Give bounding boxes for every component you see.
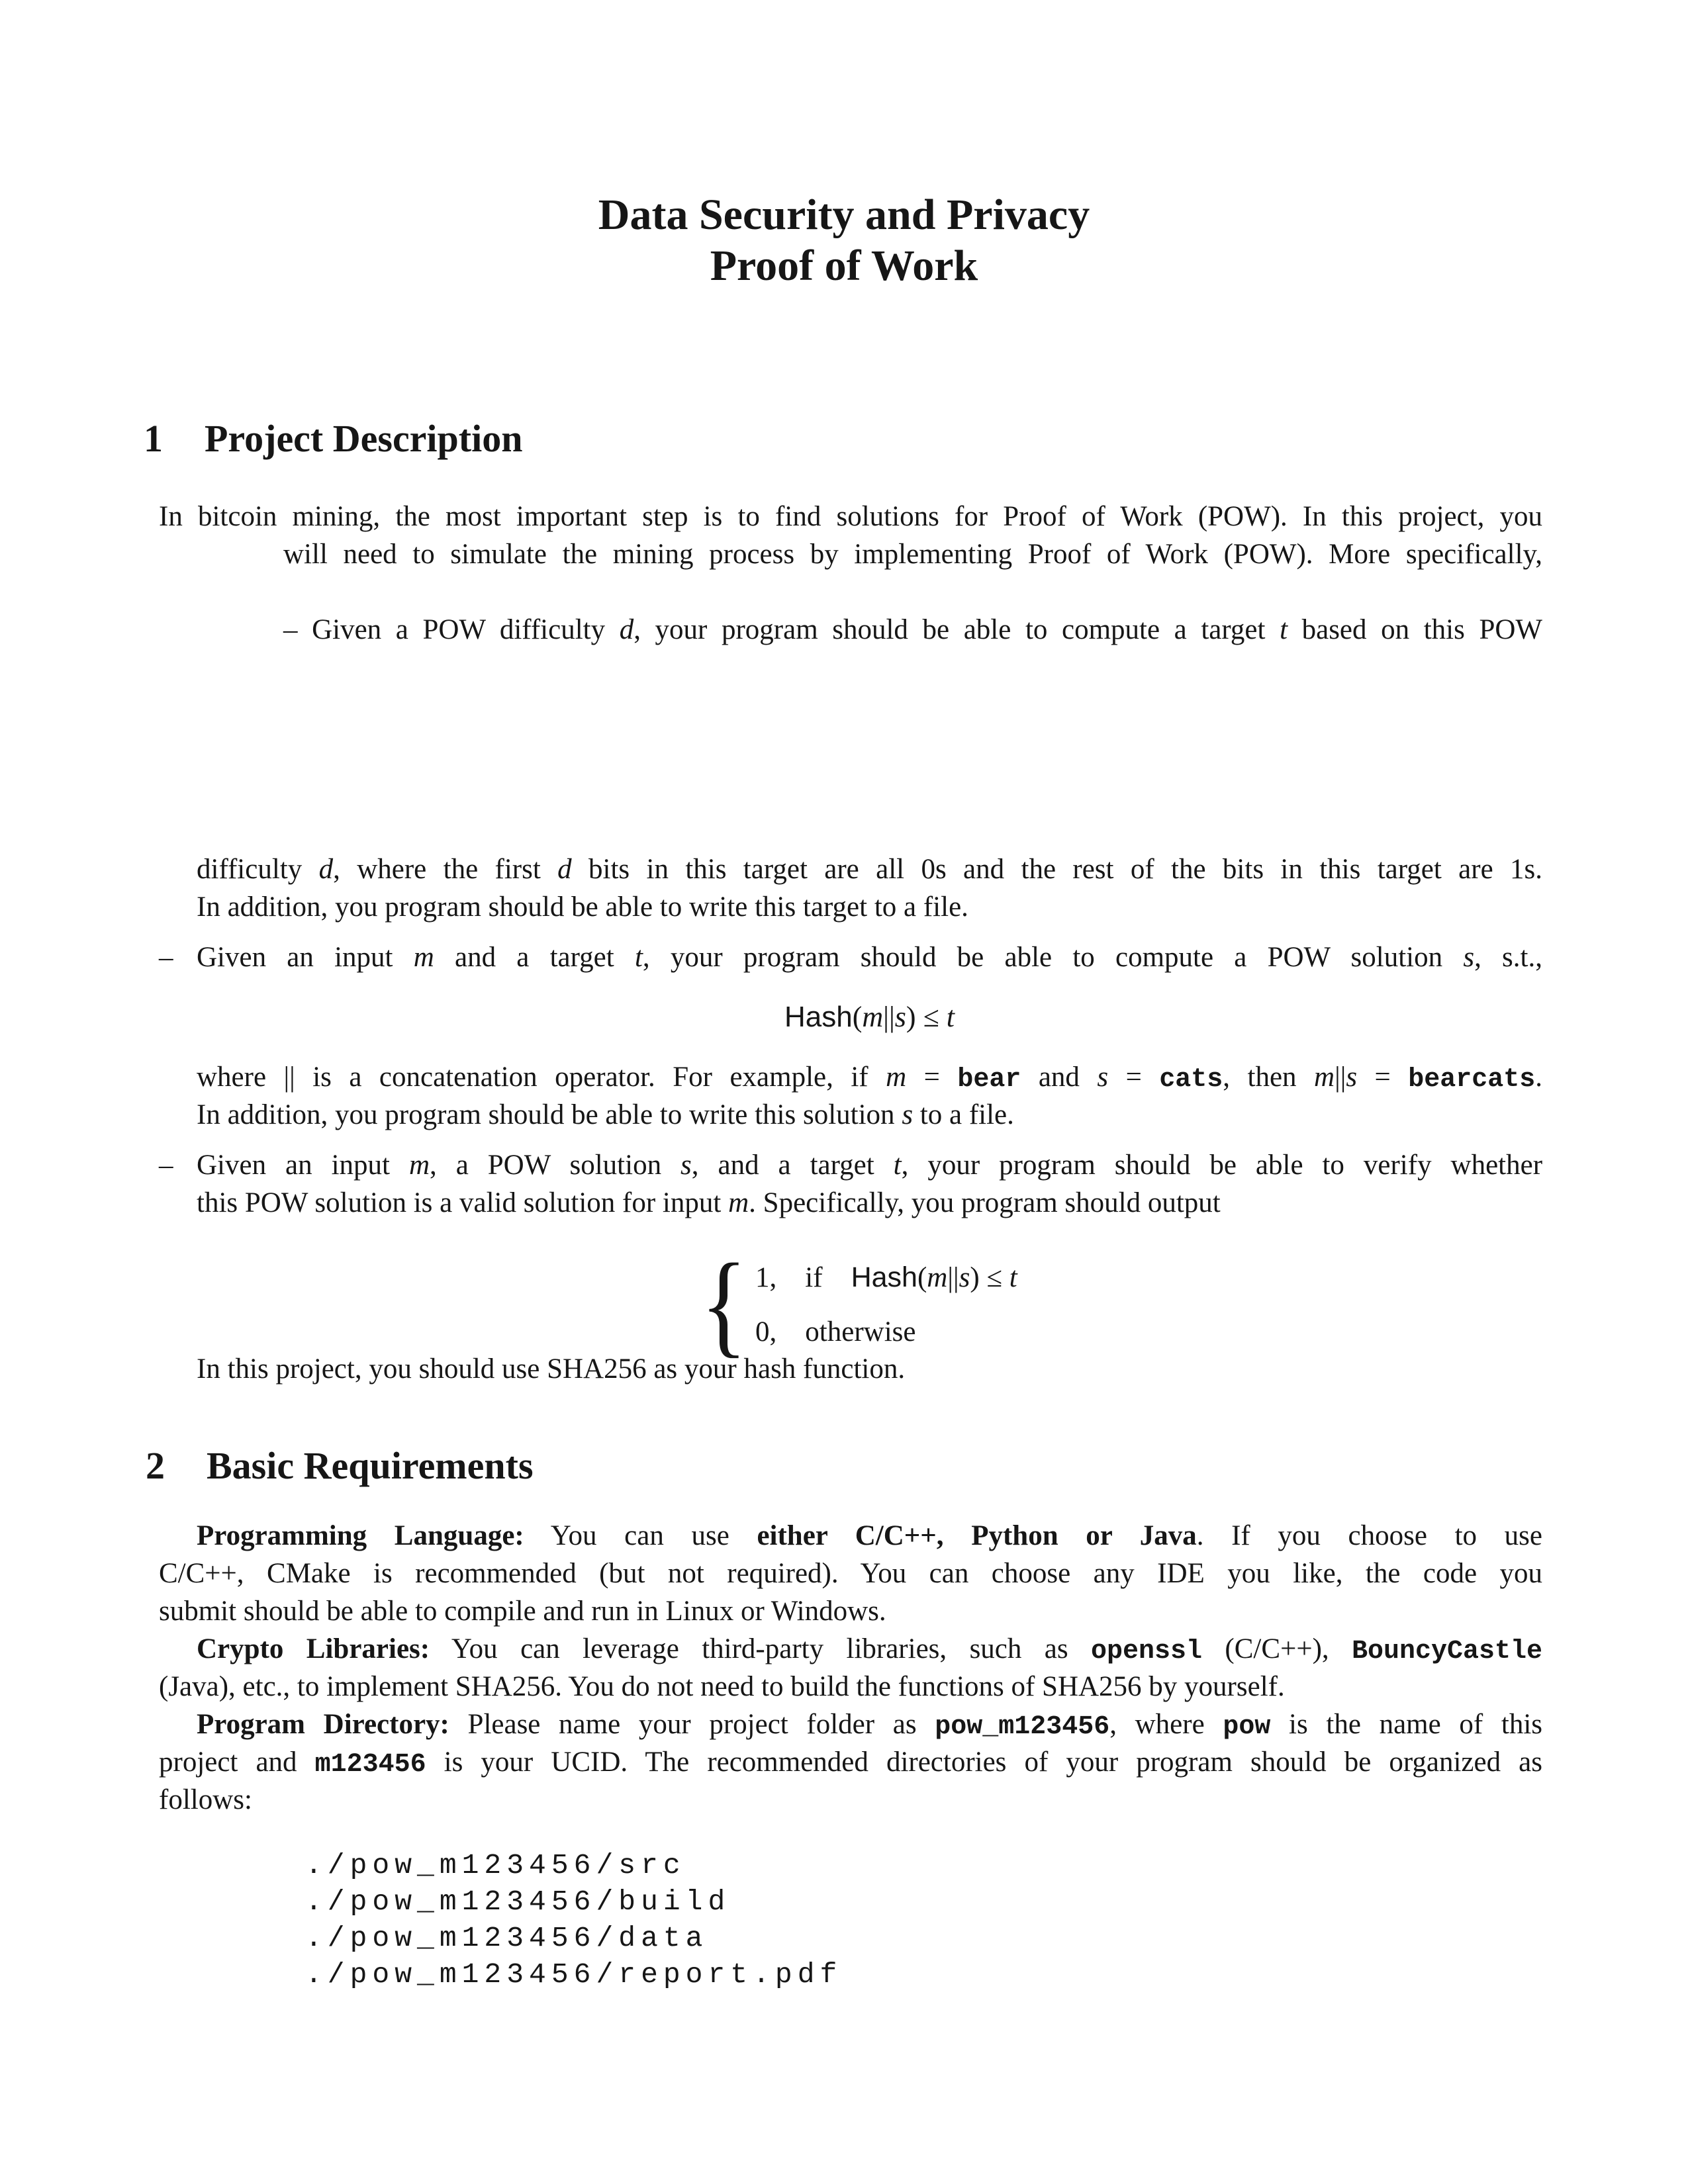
- list-item-dash: –: [159, 942, 173, 973]
- list-item-line: Given an input m, a POW solution s, and a target t, your program should be able to verify whether: [197, 1150, 1543, 1181]
- cases-row-1: 1, if Hash(m||s) ≤ t: [755, 1261, 1017, 1293]
- listing-line-report: ./pow_m123456/report.pdf: [305, 1958, 843, 1991]
- list-item-line: In addition, you program should be able to write this solution s to a file.: [197, 1099, 1014, 1130]
- doc-title-line-1: Data Security and Privacy: [598, 191, 1090, 239]
- paragraph-line: C/C++, CMake is recommended (but not required). You can choose any IDE you like, the code you: [159, 1558, 1542, 1589]
- section-1-title: Project Description: [205, 417, 523, 460]
- paragraph-line: In this project, you should use SHA256 as your hash function.: [197, 1353, 906, 1385]
- paragraph-line: Crypto Libraries: You can leverage third-party libraries, such as openssl (C/C++), BouncyCastle: [197, 1633, 1542, 1666]
- paragraph-line: (Java), etc., to implement SHA256. You do not need to build the functions of SHA256 by yourself.: [159, 1671, 1285, 1702]
- listing-line-data: ./pow_m123456/data: [305, 1922, 708, 1954]
- cases-brace: {: [700, 1240, 748, 1369]
- section-1-heading: [144, 416, 522, 462]
- code-listing: [305, 1847, 842, 1993]
- section-2-heading: [146, 1443, 534, 1489]
- list-item-line: where || is a concatenation operator. For example, if m = bear and s = cats, then m||s = bearcats.: [197, 1062, 1542, 1095]
- paragraph-line: Program Directory: Please name your project folder as pow_m123456, where pow is the name of this: [197, 1709, 1542, 1742]
- list-item-line: this POW solution is a valid solution for input m. Specifically, you program should output: [197, 1187, 1221, 1218]
- listing-line-src: ./pow_m123456/src: [305, 1849, 686, 1882]
- list-item-line: – Given a POW difficulty d, your program should be able to compute a target t based on this POW: [283, 614, 1543, 645]
- paragraph-line: follows:: [159, 1784, 252, 1815]
- cases-row-2: 0, otherwise: [755, 1316, 916, 1347]
- doc-title-line-2: Proof of Work: [710, 242, 978, 290]
- section-2-title: Basic Requirements: [207, 1444, 534, 1487]
- display-formula-cases: [700, 1240, 1017, 1369]
- doc-title: [152, 189, 1536, 291]
- list-item-line: Given an input m and a target t, your program should be able to compute a POW solution s, s.t.,: [197, 942, 1542, 973]
- paragraph-line: will need to simulate the mining process by implementing Proof of Work (POW). More specifically,: [283, 539, 1542, 570]
- listing-line-build: ./pow_m123456/build: [305, 1886, 731, 1918]
- list-item-line: difficulty d, where the first d bits in this target are all 0s and the rest of the bits in this target are 1s.: [197, 854, 1543, 885]
- list-item-dash: –: [159, 1150, 173, 1181]
- display-formula-hash: Hash(m||s) ≤ t: [784, 1001, 955, 1033]
- paragraph-line: submit should be able to compile and run in Linux or Windows.: [159, 1596, 886, 1627]
- section-1-number: 1: [144, 417, 163, 460]
- paragraph-line: In bitcoin mining, the most important step is to find solutions for Proof of Work (POW). In this project, you: [159, 501, 1542, 532]
- paragraph-line: Programming Language: You can use either C/C++, Python or Java. If you choose to use: [197, 1520, 1542, 1551]
- list-item-line: In addition, you program should be able to write this target to a file.: [197, 891, 968, 923]
- paragraph-line: project and m123456 is your UCID. The recommended directories of your program should be organized as: [159, 1747, 1542, 1780]
- section-2-number: 2: [146, 1444, 165, 1487]
